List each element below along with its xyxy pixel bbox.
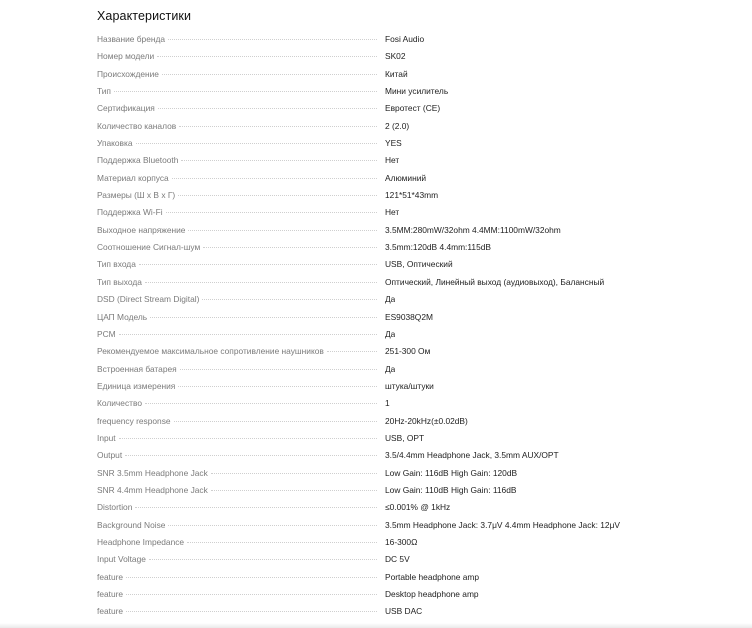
spec-row	[97, 395, 737, 412]
spec-row	[97, 534, 737, 551]
spec-row	[97, 378, 737, 395]
dotted-leader	[149, 559, 377, 560]
dotted-leader	[203, 247, 377, 248]
spec-key: Выходное напряжение	[97, 224, 186, 235]
spec-key-cell	[97, 569, 381, 586]
spec-key-cell	[97, 66, 381, 83]
dotted-leader	[126, 611, 377, 612]
spec-key: feature	[97, 606, 124, 617]
dotted-leader	[166, 212, 377, 213]
dotted-leader	[150, 317, 377, 318]
spec-row	[97, 274, 737, 291]
spec-value: Нет	[385, 155, 400, 166]
spec-key: Происхождение	[97, 68, 159, 79]
spec-key: Headphone Impedance	[97, 536, 185, 547]
spec-key-cell	[97, 274, 381, 291]
spec-key: Название бренда	[97, 34, 166, 44]
spec-key: Рекомендуемое максимальное сопротивление наушников	[97, 346, 324, 357]
dotted-leader	[135, 507, 377, 508]
spec-row	[97, 66, 737, 83]
spec-row	[97, 603, 737, 620]
dotted-leader	[168, 39, 377, 40]
spec-value: 2 (2.0)	[385, 120, 410, 131]
spec-value: 16-300Ω	[385, 536, 418, 547]
specifications-title: Характеристики	[97, 9, 192, 23]
spec-key: Output	[97, 450, 123, 461]
spec-value: Да	[385, 328, 396, 339]
spec-key-cell	[97, 152, 381, 169]
dotted-leader	[126, 594, 377, 595]
spec-key: Тип выхода	[97, 276, 142, 287]
spec-row	[97, 499, 737, 516]
spec-row	[97, 586, 737, 603]
spec-key-cell	[97, 413, 381, 430]
spec-value: 3.5mm Headphone Jack: 3.7μV 4.4mm Headphone Jack: 12μV	[385, 519, 620, 530]
dotted-leader	[145, 282, 377, 283]
spec-key-cell	[97, 551, 381, 568]
spec-key-cell	[97, 309, 381, 326]
spec-value: ES9038Q2M	[385, 311, 433, 322]
spec-row	[97, 204, 737, 221]
spec-key-cell	[97, 187, 381, 204]
spec-key: SNR 4.4mm Headphone Jack	[97, 484, 208, 495]
spec-key-cell	[97, 361, 381, 378]
spec-key: feature	[97, 589, 124, 599]
spec-key-cell	[97, 430, 381, 447]
spec-key-cell	[97, 517, 381, 534]
spec-value: Евротест (CE)	[385, 103, 441, 114]
spec-value: Low Gain: 116dB High Gain: 120dB	[385, 467, 518, 478]
spec-row	[97, 83, 737, 100]
spec-key: Тип входа	[97, 259, 136, 270]
dotted-leader	[178, 195, 377, 196]
dotted-leader	[211, 473, 377, 474]
spec-key: SNR 3.5mm Headphone Jack	[97, 467, 208, 478]
spec-row	[97, 118, 737, 135]
spec-value: Китай	[385, 68, 408, 79]
spec-row	[97, 135, 737, 152]
dotted-leader	[327, 351, 377, 352]
dotted-leader	[114, 91, 377, 92]
spec-value: 251-300 Ом	[385, 346, 431, 357]
dotted-leader	[174, 421, 377, 422]
spec-key: Упаковка	[97, 138, 133, 149]
dotted-leader	[126, 577, 377, 578]
dotted-leader	[119, 438, 377, 439]
spec-key: Тип	[97, 86, 111, 97]
spec-key: Input Voltage	[97, 554, 146, 565]
spec-value: Алюминий	[385, 172, 427, 183]
spec-value: YES	[385, 138, 402, 149]
spec-row	[97, 170, 737, 187]
spec-row	[97, 551, 737, 568]
dotted-leader	[157, 56, 377, 57]
spec-row	[97, 465, 737, 482]
dotted-leader	[125, 455, 377, 456]
spec-row	[97, 343, 737, 360]
spec-value: USB, OPT	[385, 432, 425, 443]
spec-row	[97, 187, 737, 204]
spec-value: ≤0.001% @ 1kHz	[385, 502, 451, 513]
spec-row	[97, 152, 737, 169]
spec-key: Input	[97, 432, 116, 443]
spec-row	[97, 447, 737, 464]
spec-key: Поддержка Wi-Fi	[97, 207, 163, 218]
spec-key-cell	[97, 603, 381, 620]
dotted-leader	[180, 369, 377, 370]
spec-key: Соотношение Сигнал-шум	[97, 242, 201, 253]
spec-row	[97, 31, 737, 48]
spec-row	[97, 326, 737, 343]
dotted-leader	[178, 386, 377, 387]
spec-value: DC 5V	[385, 554, 410, 565]
spec-key-cell	[97, 378, 381, 395]
dotted-leader	[202, 299, 377, 300]
spec-key-cell	[97, 135, 381, 152]
spec-value: Low Gain: 110dB High Gain: 116dB	[385, 484, 517, 495]
spec-key: Номер модели	[97, 51, 155, 62]
spec-key-cell	[97, 343, 381, 360]
dotted-leader	[211, 490, 377, 491]
spec-row	[97, 100, 737, 117]
spec-key-cell	[97, 239, 381, 256]
spec-value: Да	[385, 294, 396, 305]
spec-key-cell	[97, 291, 381, 308]
spec-row	[97, 309, 737, 326]
spec-row	[97, 48, 737, 65]
spec-key-cell	[97, 586, 381, 603]
spec-key: frequency response	[97, 415, 171, 426]
dotted-leader	[179, 126, 377, 127]
spec-key: Материал корпуса	[97, 172, 169, 183]
spec-value: 1	[385, 398, 390, 409]
spec-value: Да	[385, 363, 396, 374]
dotted-leader	[187, 542, 377, 543]
spec-key: feature	[97, 571, 124, 582]
spec-key-cell	[97, 395, 381, 412]
spec-key: Distortion	[97, 502, 133, 513]
spec-row	[97, 413, 737, 430]
spec-value: 20Hz-20kHz(±0.02dB)	[385, 415, 468, 426]
dotted-leader	[168, 525, 377, 526]
spec-key: DSD (Direct Stream Digital)	[97, 294, 200, 305]
spec-key-cell	[97, 48, 381, 65]
spec-key: PCM	[97, 328, 116, 339]
spec-row	[97, 291, 737, 308]
dotted-leader	[181, 160, 377, 161]
spec-key-cell	[97, 465, 381, 482]
dotted-leader	[136, 143, 377, 144]
spec-key-cell	[97, 100, 381, 117]
spec-value: USB, Оптический	[385, 259, 453, 270]
spec-value: 3.5mm:120dB 4.4mm:115dB	[385, 242, 491, 253]
spec-key-cell	[97, 222, 381, 239]
spec-value: Desktop headphone amp	[385, 589, 479, 599]
dotted-leader	[188, 230, 377, 231]
spec-key-cell	[97, 83, 381, 100]
spec-key: ЦАП Модель	[97, 311, 148, 322]
spec-value: 121*51*43mm	[385, 190, 439, 201]
spec-key: Поддержка Bluetooth	[97, 155, 179, 166]
spec-value: Portable headphone amp	[385, 571, 480, 582]
spec-value: 3.5/4.4mm Headphone Jack, 3.5mm AUX/OPT	[385, 450, 559, 461]
spec-value: SK02	[385, 51, 406, 62]
spec-key-cell	[97, 326, 381, 343]
spec-row	[97, 239, 737, 256]
spec-row	[97, 482, 737, 499]
spec-key: Размеры (Ш x В x Г)	[97, 190, 176, 201]
specifications-section	[97, 8, 737, 617]
spec-key-cell	[97, 118, 381, 135]
spec-value: Оптический, Линейный выход (аудиовыход), Балансный	[385, 276, 605, 287]
spec-key-cell	[97, 482, 381, 499]
spec-value: Fosi Audio	[385, 34, 425, 44]
spec-value: 3.5MM:280mW/32ohm 4.4MM:1100mW/32ohm	[385, 224, 561, 235]
spec-key-cell	[97, 447, 381, 464]
spec-value: USB DAC	[385, 606, 423, 617]
spec-value: Мини усилитель	[385, 86, 449, 97]
specifications-list	[97, 31, 737, 621]
spec-key-cell	[97, 534, 381, 551]
spec-key-cell	[97, 170, 381, 187]
spec-key-cell	[97, 204, 381, 221]
dotted-leader	[139, 264, 377, 265]
spec-key: Количество	[97, 398, 142, 409]
dotted-leader	[172, 178, 377, 179]
spec-key: Встроенная батарея	[97, 363, 177, 374]
spec-row	[97, 569, 737, 586]
dotted-leader	[119, 334, 377, 335]
spec-row	[97, 222, 737, 239]
dotted-leader	[145, 403, 377, 404]
spec-row	[97, 361, 737, 378]
spec-key: Background Noise	[97, 519, 166, 530]
dotted-leader	[158, 108, 377, 109]
spec-row	[97, 430, 737, 447]
spec-key: Количество каналов	[97, 120, 177, 131]
bottom-edge-shadow	[0, 623, 752, 628]
dotted-leader	[162, 74, 377, 75]
spec-key-cell	[97, 31, 381, 48]
spec-row	[97, 517, 737, 534]
spec-key: Сертификация	[97, 103, 155, 114]
spec-key: Единица измерения	[97, 380, 176, 391]
spec-value: Нет	[385, 207, 400, 218]
spec-row	[97, 256, 737, 273]
spec-value: штука/штуки	[385, 380, 434, 391]
spec-key-cell	[97, 256, 381, 273]
spec-key-cell	[97, 499, 381, 516]
